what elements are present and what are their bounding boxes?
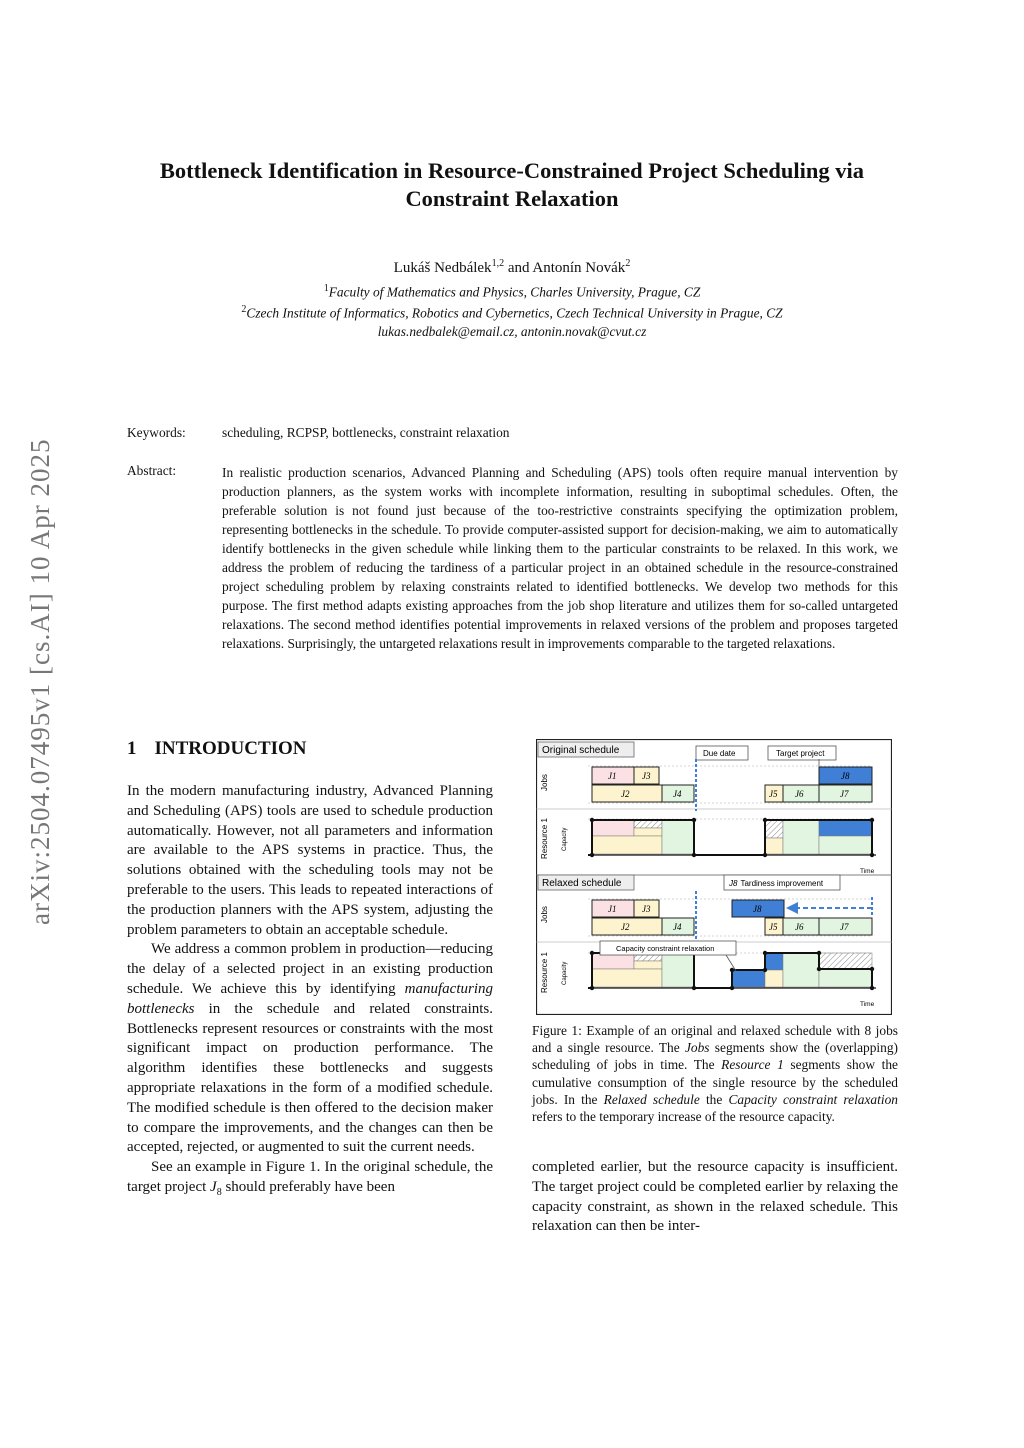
intro-paragraph-1: In the modern manufacturing industry, Advanced Planning and Scheduling (APS) tools are used to schedule production automatically. However, not all parameters and information are available to the APS systems in practice. Thus, the solutions obtained with the scheduling tools may not be preferable to the users. This leads to repeated interactions of the production planners with the APS system, adjusting the problem parameters to obtain an acceptable schedule. [127, 783, 493, 938]
authors [100, 258, 924, 277]
due-date-label: Due date [703, 749, 736, 758]
svg-text:J3: J3 [642, 904, 651, 914]
figure-1-caption: Figure 1: Example of an original and relaxed schedule with 8 jobs and a single resource. The Jobs segments show the (overlapping) scheduling of jobs in time. The Resource 1 segments show the cumulative consumption of the single resource by the scheduled jobs. In the Relaxed schedule the Capacity constraint relaxation refers to the temporary increase of the resource capacity. [532, 1023, 898, 1125]
svg-text:J6: J6 [795, 789, 804, 799]
title-line-2: Constraint Relaxation [405, 186, 619, 211]
svg-text:J8: J8 [841, 771, 850, 781]
svg-text:J7: J7 [840, 789, 849, 799]
svg-text:J4: J4 [673, 789, 682, 799]
time-axis-label-2: Time [860, 1001, 875, 1008]
arxiv-sidebar-stamp: arXiv:2504.07495v1 [cs.AI] 10 Apr 2025 [25, 438, 55, 925]
jobs-axis-label-2: Jobs [540, 906, 549, 923]
paper-title [100, 157, 924, 213]
capacity-axis-label-2: Capacity [562, 961, 568, 985]
affiliation-1: $^1$Faculty of Mathematics and Physics, Charles University, Prague, CZ [323, 283, 701, 300]
section-heading [127, 738, 307, 760]
svg-text:J4: J4 [673, 922, 682, 932]
jobs-axis-label: Jobs [540, 774, 549, 791]
author-2: and Antonín Novák [504, 260, 626, 276]
affiliation-2: $^2$Czech Institute of Informatics, Robotics and Cybernetics, Czech Technical University in Prague, CZ [241, 304, 783, 321]
abstract-text: In realistic production scenarios, Advanced Planning and Scheduling (APS) tools often require manual intervention by production planners, as the system works with incomplete information, resulting in suboptimal schedules. Often, the preferable solution is not found just because of the too-restrictive constraints specifying the optimization problem, representing bottlenecks in the schedule. To provide computer-assisted support for decision-making, we aim to automatically identify bottlenecks in the given schedule while linking them to the particular constraints to be relaxed. In this work, we address the problem of reducing the tardiness of a particular project in an obtained schedule in the resource-constrained project scheduling problem by relaxing constraints related to identified bottlenecks. We develop two methods for this purpose. The first method adapts existing approaches from the job shop literature and utilizes them for so-called untargeted relaxations. The second method identifies potential improvements in relaxed versions of the problem and proposes targeted relaxations. Surprisingly, the untargeted relaxations result in improvements comparable to the targeted relaxations. [222, 465, 898, 651]
section-number: 1 [127, 738, 137, 759]
svg-text:J3: J3 [642, 771, 651, 781]
author-1: Lukáš Nedbálek [393, 260, 492, 276]
intro-paragraph-2: We address a common problem in production—reducing the delay of a selected project in an existing production schedule. We achieve this by identifying manufacturing bottlenecks in the schedule and related constraints. Bottlenecks represent resources or constraints with the most significant impact on production performance. The algorithm identifies these bottlenecks and suggests appropriate relaxations in the form of a modified schedule. The modified schedule is then offered to the decision maker to compare the improvements, and the changes can then be accepted, rejected, or augmented to suit the current needs. [127, 941, 493, 1156]
panel-original-title: Original schedule [542, 745, 620, 756]
svg-text:J1: J1 [608, 771, 617, 781]
title-line-1: Bottleneck Identification in Resource-Constrained Project Scheduling via [159, 158, 865, 183]
svg-text:J2: J2 [621, 922, 630, 932]
resource-axis-label-2: Resource 1 [540, 952, 549, 993]
svg-text:J8: J8 [753, 904, 762, 914]
svg-text:J7: J7 [840, 922, 849, 932]
capacity-relaxation-label: Capacity constraint relaxation [616, 944, 715, 953]
panel-relaxed-title: Relaxed schedule [542, 878, 622, 889]
tardiness-label: J8 Tardiness improvement [729, 879, 824, 888]
intro-right-column: completed earlier, but the resource capacity is insufficient. The target project could be completed earlier by relaxing the capacity constraint, as shown in the relaxed schedule. This relaxation can then be inter- [532, 1159, 898, 1235]
svg-text:J6: J6 [795, 922, 804, 932]
author-2-affiliation: 2 [625, 258, 631, 269]
capacity-axis-label: Capacity [562, 827, 568, 851]
resource-axis-label: Resource 1 [540, 818, 549, 859]
time-axis-label-1: Time [860, 868, 875, 875]
svg-text:J2: J2 [621, 789, 630, 799]
target-project-label: Target project [776, 749, 825, 758]
figure-1-schedule-diagram [536, 739, 892, 1015]
author-emails: lukas.nedbalek@email.cz, antonin.novak@cvut.cz [377, 324, 647, 339]
keywords: scheduling, RCPSP, bottlenecks, constraint relaxation [222, 425, 510, 440]
svg-text:J1: J1 [608, 904, 617, 914]
section-title: INTRODUCTION [154, 738, 307, 759]
intro-paragraph-3: See an example in Figure 1. In the original schedule, the target project $J_8$ should preferably have been [127, 1159, 493, 1198]
svg-text:J5: J5 [769, 789, 778, 799]
keywords-label: Keywords: [127, 425, 186, 440]
svg-text:J5: J5 [769, 922, 778, 932]
abstract-label: Abstract: [127, 463, 177, 478]
intro-left-column [127, 782, 493, 1203]
author-1-affiliation: 1,2 [491, 258, 505, 269]
